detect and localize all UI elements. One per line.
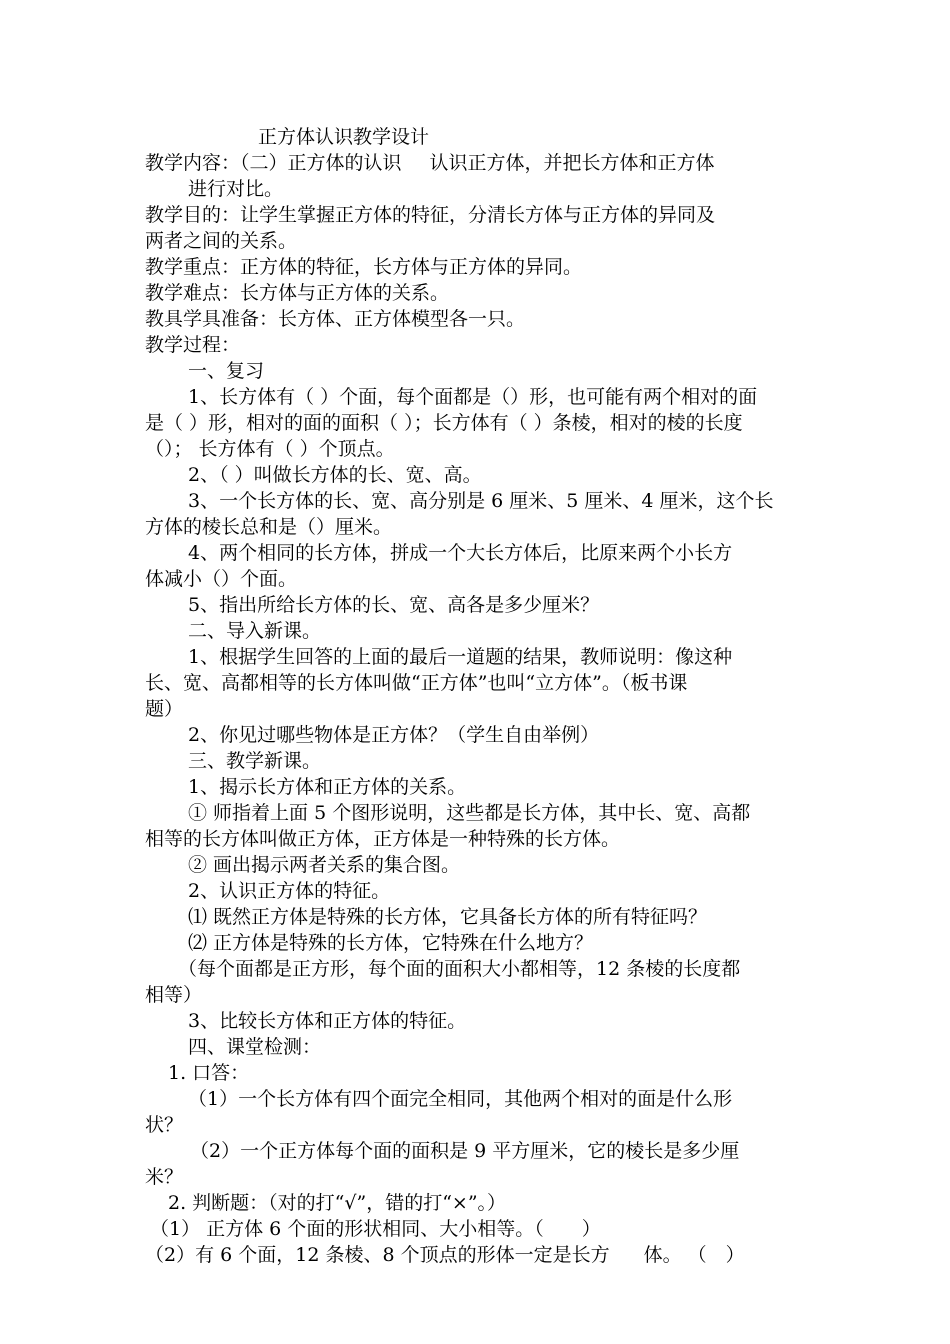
s4-question-2b (145, 1242, 745, 1268)
prep-line: 教具学具准备：长方体、正方体模型各一只。 (145, 308, 526, 330)
s3-para-2c-line-2: 相等） (145, 984, 203, 1006)
content-extra: 认识正方体，并把长方体和正方体 (429, 152, 715, 174)
s3-para-2b: ⑵ 正方体是特殊的长方体，它特殊在什么地方？ (188, 932, 594, 954)
s3-para-2: 2、认识正方体的特征。 (188, 880, 391, 902)
focus-line: 教学重点：正方体的特征，长方体与正方体的异同。 (145, 256, 583, 278)
s1-question-1-line-3: （）； 长方体有（ ）个顶点。 (145, 438, 395, 460)
process-heading: 教学过程： (145, 334, 241, 356)
s1-question-3-line-1: 3、一个长方体的长、宽、高分别是 6 厘米、5 厘米、4 厘米，这个长 (188, 490, 774, 512)
section-2-heading: 二、导入新课。 (188, 620, 322, 642)
goal-line-1: 教学目的：让学生掌握正方体的特征，分清长方体与正方体的异同及 (145, 204, 716, 226)
s3-para-2a: ⑴ 既然正方体是特殊的长方体，它具备长方体的所有特征吗？ (188, 906, 708, 928)
s4-question-2b-part-2: 体。 （ ） (643, 1244, 745, 1266)
s4-question-2a: （1） 正方体 6 个面的形状相同、大小相等。（ ） (150, 1218, 601, 1240)
s2-para-1-line-2: 长、宽、高都相等的长方体叫做“正方体”也叫“立方体”。（板书课 (145, 672, 688, 694)
content-continuation: 进行对比。 (188, 178, 284, 200)
s4-question-1: 1. 口答： (168, 1062, 250, 1084)
s1-question-5: 5、指出所给长方体的长、宽、高各是多少厘米？ (188, 594, 600, 616)
s1-question-1-line-1: 1、长方体有（ ）个面，每个面都是（）形，也可能有两个相对的面 (188, 386, 758, 408)
s3-para-1: 1、揭示长方体和正方体的关系。 (188, 776, 467, 798)
difficulty-line: 教学难点：长方体与正方体的关系。 (145, 282, 450, 304)
s4-question-1a-line-2: 状？ (145, 1114, 184, 1136)
s4-question-1b-line-2: 米？ (145, 1166, 184, 1188)
s1-question-4-line-1: 4、两个相同的长方体，拼成一个大长方体后，比原来两个小长方 (188, 542, 733, 564)
s2-para-2: 2、你见过哪些物体是正方体？（学生自由举例） (188, 724, 600, 746)
s4-question-2: 2. 判断题：（对的打“√”，错的打“×”。） (168, 1192, 507, 1214)
s3-para-1b: ② 画出揭示两者关系的集合图。 (188, 854, 461, 876)
s3-para-1a-line-2: 相等的长方体叫做正方体，正方体是一种特殊的长方体。 (145, 828, 621, 850)
s3-para-1a-line-1: ① 师指着上面 5 个图形说明，这些都是长方体，其中长、宽、高都 (188, 802, 751, 824)
content-line (145, 150, 715, 176)
s1-question-1-line-2: 是（ ）形，相对的面的面积（ ）；长方体有（ ）条棱，相对的棱的长度 (145, 412, 743, 434)
s4-question-2b-part-1: （2）有 6 个面，12 条棱、8 个顶点的形体一定是长方 (145, 1244, 610, 1266)
s3-para-3: 3、比较长方体和正方体的特征。 (188, 1010, 467, 1032)
s1-question-2: 2、（ ）叫做长方体的长、宽、高。 (188, 464, 482, 486)
s4-question-1a-line-1: （1）一个长方体有四个面完全相同，其他两个相对的面是什么形 (188, 1088, 733, 1110)
section-4-heading: 四、课堂检测： (188, 1036, 322, 1058)
s2-para-1-line-3: 题） (145, 698, 184, 720)
document-title: 正方体认识教学设计 (258, 126, 430, 148)
s1-question-3-line-2: 方体的棱长总和是（）厘米。 (145, 516, 393, 538)
s2-para-1-line-1: 1、根据学生回答的上面的最后一道题的结果，教师说明：像这种 (188, 646, 733, 668)
section-3-heading: 三、教学新课。 (188, 750, 322, 772)
content-label: 教学内容：（二）正方体的认识 (145, 152, 402, 174)
section-1-heading: 一、复习 (188, 360, 265, 382)
goal-line-2: 两者之间的关系。 (145, 230, 298, 252)
s4-question-1b-line-1: （2）一个正方体每个面的面积是 9 平方厘米，它的棱长是多少厘 (190, 1140, 740, 1162)
s3-para-2c-line-1: （每个面都是正方形，每个面的面积大小都相等，12 条棱的长度都 (178, 958, 741, 980)
s1-question-4-line-2: 体减小（）个面。 (145, 568, 298, 590)
